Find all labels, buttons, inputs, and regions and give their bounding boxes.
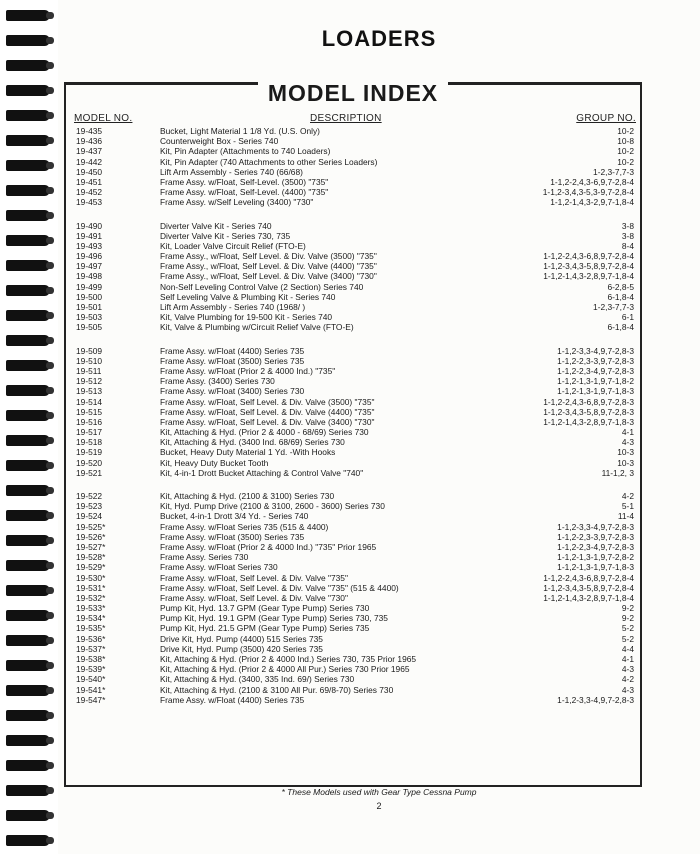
- table-row: [66, 491, 640, 501]
- description: Kit, Attaching & Hyd. (3400 Ind. 68/69) Series 730: [160, 437, 345, 448]
- binding-coil: [6, 785, 50, 796]
- table-body: [66, 126, 640, 705]
- binding-coil: [6, 385, 50, 396]
- binding-coil: [6, 135, 50, 146]
- binding-coil: [6, 835, 50, 846]
- model-number: 19-521: [76, 467, 103, 478]
- description: Kit, Pin Adapter (Attachments to 740 Loaders): [160, 146, 331, 157]
- model-number: 19-539*: [76, 664, 106, 675]
- model-number: 19-528*: [76, 552, 106, 563]
- group-number: 1-1,2-2,4,3-6,8,9,7-2,8-3: [543, 396, 634, 407]
- group-number: 11-1,2, 3: [601, 467, 634, 478]
- description: Frame Assy. w/Float, Self-Level. (4400) "735": [160, 187, 329, 198]
- binding-coil: [6, 35, 50, 46]
- model-number: 19-541*: [76, 684, 106, 695]
- group-number: 1-2,3-7,7-3: [593, 166, 634, 177]
- table-row: [66, 167, 640, 177]
- table-row: [66, 522, 640, 532]
- binding-coil: [6, 710, 50, 721]
- model-number: 19-517: [76, 427, 103, 438]
- description: Lift Arm Assembly - Series 740 (66/68): [160, 166, 303, 177]
- model-number: 19-527*: [76, 541, 106, 552]
- column-header-model: MODEL NO.: [74, 113, 133, 124]
- model-number: 19-491: [76, 230, 103, 241]
- table-row: [66, 221, 640, 231]
- description: Kit, 4-in-1 Drott Bucket Attaching & Control Valve "740": [160, 467, 364, 478]
- table-row: [66, 261, 640, 271]
- group-number: 1-1,2-3,3-4,9,7-2,8-3: [557, 521, 634, 532]
- model-number: 19-436: [76, 136, 103, 147]
- group-number: 5-2: [621, 633, 634, 644]
- group-number: 1-1,2-3,3-4,9,7-2,8-3: [557, 345, 634, 356]
- description: Bucket, Heavy Duty Material 1 Yd. -With Hooks: [160, 447, 336, 458]
- description: Kit, Heavy Duty Bucket Tooth: [160, 457, 269, 468]
- group-number: 1-1,2-3,3-4,9,7-2,8-3: [557, 694, 634, 705]
- binding-coil: [6, 460, 50, 471]
- model-number: 19-537*: [76, 643, 106, 654]
- description: Kit, Hyd. Pump Drive (2100 & 3100, 2600 - 3600) Series 730: [160, 501, 385, 512]
- footnote: * These Models used with Gear Type Cessna Pump: [281, 787, 477, 797]
- binding-coil: [6, 10, 50, 21]
- table-row: [66, 664, 640, 674]
- binding-coil: [6, 735, 50, 746]
- model-number: 19-450: [76, 166, 103, 177]
- binding-coil: [6, 610, 50, 621]
- description: Frame Assy. w/Float Series 730: [160, 562, 278, 573]
- table-row: [66, 437, 640, 447]
- group-number: 1-1,2-2,4,3-6,8,9,7-2,8-4: [543, 251, 634, 262]
- model-index-table: [64, 82, 642, 787]
- table-row: [66, 187, 640, 197]
- group-number: 1-1,2-2,3-4,9,7-2,8-3: [557, 541, 634, 552]
- group-number: 1-1,2-3,4,3-5,3-9,7-2,8-4: [542, 187, 634, 198]
- table-row: [66, 346, 640, 356]
- model-number: 19-547*: [76, 694, 106, 705]
- group-number: 11-4: [617, 511, 634, 522]
- group-number: 6-1,8-4: [607, 322, 634, 333]
- table-row: [66, 447, 640, 457]
- table-row: [66, 552, 640, 562]
- model-number: 19-437: [76, 146, 103, 157]
- spiral-binding: [0, 0, 58, 854]
- group-number: 1-1,2-2,3-4,9,7-2,8-3: [557, 365, 634, 376]
- description: Pump Kit, Hyd. 19.1 GPM (Gear Type Pump) Series 730, 735: [160, 613, 388, 624]
- model-number: 19-538*: [76, 654, 106, 664]
- binding-coil: [6, 760, 50, 771]
- binding-coil: [6, 410, 50, 421]
- description: Diverter Valve Kit - Series 730, 735: [160, 230, 291, 241]
- table-row: [66, 468, 640, 478]
- model-number: 19-509: [76, 345, 103, 356]
- description: Frame Assy. w/Float, Self Level. & Div. Valve "730": [160, 592, 348, 603]
- description: Frame Assy., w/Float, Self Level. & Div. Valve (3500) "735": [160, 251, 377, 262]
- description: Frame Assy. w/Float (3500) Series 735: [160, 531, 305, 542]
- model-number: 19-531*: [76, 582, 106, 593]
- model-number: 19-514: [76, 396, 103, 407]
- model-number: 19-503: [76, 312, 103, 323]
- group-number: 10-3: [617, 447, 634, 458]
- table-row: [66, 397, 640, 407]
- group-number: 5-2: [621, 623, 634, 634]
- group-number: 6-2,8-5: [607, 281, 634, 292]
- description: Kit, Attaching & Hyd. (Prior 2 & 4000 All Pur.) Series 730 Prior 1965: [160, 664, 410, 675]
- table-row: [66, 146, 640, 156]
- model-number: 19-518: [76, 437, 103, 448]
- model-number: 19-525*: [76, 521, 106, 532]
- table-row: [66, 501, 640, 511]
- description: Non-Self Leveling Control Valve (2 Section) Series 740: [160, 281, 364, 292]
- binding-coil: [6, 635, 50, 646]
- description: Frame Assy. w/Float (4400) Series 735: [160, 345, 305, 356]
- description: Kit, Attaching & Hyd. (2100 & 3100) Series 730: [160, 491, 335, 501]
- description: Pump Kit, Hyd. 21.5 GPM (Gear Type Pump) Series 735: [160, 623, 370, 634]
- model-number: 19-497: [76, 261, 103, 272]
- binding-coil: [6, 510, 50, 521]
- table-row: [66, 417, 640, 427]
- description: Bucket, 4-in-1 Drott 3/4 Yd. - Series 740: [160, 511, 309, 522]
- table-row: [66, 685, 640, 695]
- description: Frame Assy. Series 730: [160, 552, 249, 563]
- group-number: 6-1,8-4: [607, 291, 634, 302]
- binding-coil: [6, 560, 50, 571]
- group-number: 9-2: [621, 613, 634, 624]
- group-number: 1-2,3-7,7-3: [593, 302, 634, 312]
- table-row: [66, 654, 640, 664]
- model-number: 19-513: [76, 386, 103, 397]
- model-number: 19-490: [76, 220, 103, 231]
- model-number: 19-498: [76, 271, 103, 282]
- group-number: 1-1,2-2,4,3-6,8,9,7-2,8-4: [543, 572, 634, 583]
- group-number: 4-3: [621, 664, 634, 675]
- group-number: 10-2: [617, 146, 634, 157]
- binding-coil: [6, 260, 50, 271]
- table-row: [66, 532, 640, 542]
- description: Frame Assy. w/Float, Self Level. & Div. Valve "735" (515 & 4400): [160, 582, 399, 593]
- description: Kit, Attaching & Hyd. (Prior 2 & 4000 Ind.) Series 730, 735 Prior 1965: [160, 654, 417, 664]
- binding-coil: [6, 85, 50, 96]
- model-index-title-text: MODEL INDEX: [258, 80, 448, 106]
- group-number: 4-3: [621, 684, 634, 695]
- model-number: 19-511: [76, 365, 102, 376]
- model-number: 19-496: [76, 251, 103, 262]
- binding-coil: [6, 660, 50, 671]
- group-number: 10-2: [617, 126, 634, 136]
- model-number: 19-451: [76, 176, 103, 187]
- table-row: [66, 366, 640, 376]
- model-number: 19-516: [76, 416, 103, 427]
- model-number: 19-452: [76, 187, 103, 198]
- binding-coil: [6, 360, 50, 371]
- description: Kit, Attaching & Hyd. (Prior 2 & 4000 - 68/69) Series 730: [160, 427, 369, 438]
- model-number: 19-523: [76, 501, 103, 512]
- description: Drive Kit, Hyd. Pump (3500) 420 Series 735: [160, 643, 323, 654]
- table-row: [66, 136, 640, 146]
- group-number: 1-1,2-3,4,3-5,8,9,7-2,8-4: [543, 582, 634, 593]
- table-row: [66, 695, 640, 705]
- group-number: 1-1,2-3,4,3-5,8,9,7-2,8-3: [543, 406, 634, 417]
- table-row: [66, 583, 640, 593]
- table-row: [66, 241, 640, 251]
- description: Frame Assy. w/Float, Self Level. & Div. Valve (3500) "735": [160, 396, 375, 407]
- binding-coil: [6, 685, 50, 696]
- description: Kit, Valve & Plumbing w/Circuit Relief Valve (FTO-E): [160, 322, 354, 333]
- group-number: 1-1,2-1,3-1,9,7-1,8-3: [557, 386, 634, 397]
- description: Frame Assy. w/Float, Self Level. & Div. Valve "735": [160, 572, 348, 583]
- group-number: 1-1,2-2,3-3,9,7-2,8-3: [557, 355, 634, 366]
- model-index-title: [66, 82, 640, 106]
- model-number: 19-499: [76, 281, 103, 292]
- description: Frame Assy. w/Float (3400) Series 730: [160, 386, 305, 397]
- description: Kit, Pin Adapter (740 Attachments to other Series Loaders): [160, 156, 378, 167]
- description: Frame Assy. (3400) Series 730: [160, 376, 275, 387]
- group-number: 3-8: [621, 230, 634, 241]
- column-header-description: DESCRIPTION: [310, 113, 382, 124]
- table-row: [66, 322, 640, 332]
- group-number: 4-4: [621, 643, 634, 654]
- table-row: [66, 562, 640, 572]
- group-number: 4-2: [621, 674, 634, 685]
- binding-coil: [6, 485, 50, 496]
- group-number: 4-2: [621, 491, 634, 501]
- model-number: 19-435: [76, 126, 103, 136]
- table-row: [66, 634, 640, 644]
- description: Frame Assy. w/Float, Self Level. & Div. Valve (3400) "730": [160, 416, 375, 427]
- model-number: 19-530*: [76, 572, 106, 583]
- model-number: 19-520: [76, 457, 103, 468]
- model-number: 19-533*: [76, 603, 106, 614]
- description: Kit, Attaching & Hyd. (2100 & 3100 All Pur. 69/8-70) Series 730: [160, 684, 394, 695]
- group-number: 1-1,2-1,3-1,9,7-1,8-2: [557, 376, 634, 387]
- model-number: 19-524: [76, 511, 103, 522]
- model-number: 19-534*: [76, 613, 106, 624]
- binding-coil: [6, 185, 50, 196]
- binding-coil: [6, 310, 50, 321]
- model-number: 19-442: [76, 156, 103, 167]
- group-number: 4-3: [621, 437, 634, 448]
- table-row: [66, 292, 640, 302]
- model-number: 19-505: [76, 322, 103, 333]
- description: Kit, Valve Plumbing for 19-500 Kit - Series 740: [160, 312, 333, 323]
- description: Frame Assy., w/Float, Self Level. & Div. Valve (4400) "735": [160, 261, 377, 272]
- table-row: [66, 271, 640, 281]
- group-number: 8-4: [621, 240, 634, 251]
- table-row: [66, 197, 640, 207]
- description: Frame Assy. w/Float (Prior 2 & 4000 Ind.) "735" Prior 1965: [160, 541, 377, 552]
- table-row: [66, 407, 640, 417]
- model-number: 19-535*: [76, 623, 106, 634]
- table-row: [66, 376, 640, 386]
- binding-coil: [6, 285, 50, 296]
- group-number: 1-1,2-2,4,3-6,9,7-2,8-4: [550, 176, 634, 187]
- description: Bucket, Light Material 1 1/8 Yd. (U.S. Only): [160, 126, 320, 136]
- group-number: 6-1: [621, 312, 634, 323]
- binding-coil: [6, 335, 50, 346]
- group-number: 5-1: [621, 501, 634, 512]
- model-number: 19-453: [76, 197, 103, 208]
- model-number: 19-510: [76, 355, 103, 366]
- description: Drive Kit, Hyd. Pump (4400) 515 Series 735: [160, 633, 323, 644]
- column-header-group: GROUP NO.: [576, 113, 636, 124]
- model-number: 19-501: [76, 302, 103, 312]
- description: Frame Assy. w/Self Leveling (3400) "730": [160, 197, 314, 208]
- model-number: 19-515: [76, 406, 103, 417]
- group-number: 1-1,2-3,4,3-5,8,9,7-2,8-4: [543, 261, 634, 272]
- model-number: 19-529*: [76, 562, 106, 573]
- table-row: [66, 386, 640, 396]
- table-row: [66, 126, 640, 136]
- binding-coil: [6, 210, 50, 221]
- description: Kit, Attaching & Hyd. (3400, 335 Ind. 69/) Series 730: [160, 674, 355, 685]
- table-row: [66, 674, 640, 684]
- table-row: [66, 251, 640, 261]
- table-row: [66, 613, 640, 623]
- description: Frame Assy. w/Float (4400) Series 735: [160, 694, 305, 705]
- model-number: 19-536*: [76, 633, 106, 644]
- description: Kit, Loader Valve Circuit Relief (FTO-E): [160, 240, 306, 251]
- description: Frame Assy. w/Float, Self Level. & Div. Valve (4400) "735": [160, 406, 375, 417]
- table-row: [66, 157, 640, 167]
- page-number: 2: [376, 801, 382, 811]
- table-row: [66, 603, 640, 613]
- group-number: 4-1: [621, 427, 634, 438]
- page-heading: LOADERS: [321, 26, 437, 51]
- binding-coil: [6, 160, 50, 171]
- table-row: [66, 302, 640, 312]
- description: Diverter Valve Kit - Series 740: [160, 220, 272, 231]
- model-number: 19-493: [76, 240, 103, 251]
- group-number: 1-1,2-1,3-1,9,7-2,8-2: [557, 552, 634, 563]
- catalog-page: [58, 0, 700, 854]
- group-number: 1-1,2-1,4,3-2,8,9,7-1,8-4: [543, 271, 634, 282]
- description: Frame Assy. w/Float (Prior 2 & 4000 Ind.) "735": [160, 365, 336, 376]
- description: Frame Assy. w/Float (3500) Series 735: [160, 355, 305, 366]
- binding-coil: [6, 235, 50, 246]
- group-number: 10-8: [617, 136, 634, 147]
- group-number: 9-2: [621, 603, 634, 614]
- table-row: [66, 623, 640, 633]
- group-number: 1-1,2-1,4,3-2,8,9,7-1,8-4: [543, 592, 634, 603]
- binding-coil: [6, 535, 50, 546]
- description: Self Leveling Valve & Plumbing Kit - Series 740: [160, 291, 336, 302]
- binding-coil: [6, 435, 50, 446]
- group-number: 10-3: [617, 457, 634, 468]
- description: Frame Assy., w/Float, Self Level. & Div. Valve (3400) "730": [160, 271, 377, 282]
- description: Frame Assy. w/Float, Self-Level. (3500) "735": [160, 176, 329, 187]
- description: Frame Assy. w/Float Series 735 (515 & 4400): [160, 521, 329, 532]
- binding-coil: [6, 810, 50, 821]
- model-number: 19-512: [76, 376, 103, 387]
- table-row: [66, 644, 640, 654]
- group-number: 1-1,2-1,3-1,9,7-1,8-3: [557, 562, 634, 573]
- model-number: 19-526*: [76, 531, 106, 542]
- table-row: [66, 177, 640, 187]
- table-row: [66, 282, 640, 292]
- table-row: [66, 231, 640, 241]
- group-number: 3-8: [621, 220, 634, 231]
- group-number: 1-1,2-1,4,3-2,8,9,7-1,8-3: [543, 416, 634, 427]
- group-number: 1-1,2-2,3-3,9,7-2,8-3: [557, 531, 634, 542]
- model-number: 19-532*: [76, 592, 106, 603]
- group-number: 10-2: [617, 156, 634, 167]
- model-number: 19-500: [76, 291, 103, 302]
- binding-coil: [6, 60, 50, 71]
- table-row: [66, 312, 640, 322]
- group-number: 4-1: [621, 654, 634, 664]
- table-row: [66, 458, 640, 468]
- table-row: [66, 511, 640, 521]
- model-number: 19-522: [76, 491, 103, 501]
- table-row: [66, 356, 640, 366]
- description: Pump Kit, Hyd. 13.7 GPM (Gear Type Pump) Series 730: [160, 603, 370, 614]
- table-row: [66, 542, 640, 552]
- table-row: [66, 573, 640, 583]
- group-number: 1-1,2-1,4,3-2,9,7-1,8-4: [550, 197, 634, 208]
- table-row: [66, 593, 640, 603]
- description: Lift Arm Assembly - Series 740 (1968/ ): [160, 302, 306, 312]
- description: Counterweight Box - Series 740: [160, 136, 279, 147]
- binding-coil: [6, 110, 50, 121]
- table-row: [66, 427, 640, 437]
- model-number: 19-540*: [76, 674, 106, 685]
- binding-coil: [6, 585, 50, 596]
- model-number: 19-519: [76, 447, 103, 458]
